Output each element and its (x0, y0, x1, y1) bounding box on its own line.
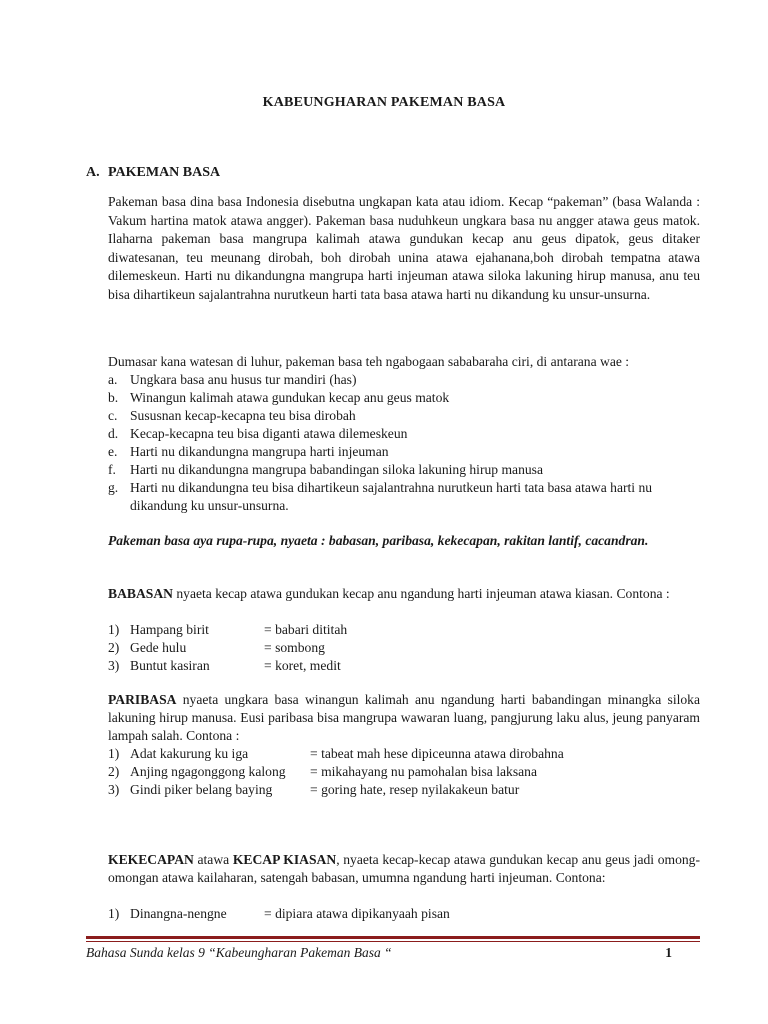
example-item (108, 657, 700, 675)
example-phrase: Anjing ngagonggong kalong (130, 764, 286, 779)
list-text: Sususnan kecap-kecapna teu bisa dirobah (130, 408, 356, 423)
example-number: 1) (108, 622, 120, 637)
example-number: 2) (108, 764, 120, 779)
example-number: 1) (108, 746, 120, 761)
example-item (108, 621, 700, 639)
list-item (108, 461, 700, 479)
example-number: 3) (108, 782, 120, 797)
example-number: 1) (108, 906, 120, 921)
example-phrase: Gede hulu (130, 640, 187, 655)
example-item (108, 745, 700, 763)
example-item (108, 763, 700, 781)
example-phrase: Dinangna-nengne (130, 906, 227, 921)
list-item (108, 425, 700, 443)
paribasa-examples (108, 745, 700, 799)
example-meaning: = koret, medit (264, 658, 341, 673)
list-marker: b. (108, 390, 119, 405)
example-item (108, 781, 700, 799)
example-meaning: = mikahayang nu pamohalan bisa laksana (310, 764, 537, 779)
list-marker: e. (108, 444, 118, 459)
kekecapan-paragraph (108, 851, 700, 887)
section-heading (86, 164, 220, 182)
example-phrase: Hampang birit (130, 622, 209, 637)
list-item (108, 407, 700, 425)
example-meaning: = tabeat mah hese dipiceunna atawa dirobahna (310, 746, 564, 761)
list-marker: g. (108, 480, 119, 495)
list-marker: a. (108, 372, 118, 387)
babasan-desc: nyaeta kecap atawa gundukan kecap anu ngandung harti injeuman atawa kiasan. Contona : (172, 586, 670, 601)
footer-text: Bahasa Sunda kelas 9 “Kabeungharan Pakeman Basa “ (86, 945, 392, 960)
example-meaning: = dipiara atawa dipikanyaah pisan (264, 906, 450, 921)
list-item (108, 443, 700, 461)
list-marker: d. (108, 426, 119, 441)
kecap-kiasan-term: KECAP KIASAN (232, 852, 337, 867)
ciri-list (108, 371, 700, 515)
list-text: Kecap-kecapna teu bisa diganti atawa dilemeskeun (130, 426, 408, 441)
list-item (108, 389, 700, 407)
example-meaning: = sombong (264, 640, 325, 655)
example-number: 3) (108, 658, 120, 673)
page-footer (86, 944, 700, 962)
list-marker: c. (108, 408, 118, 423)
paribasa-paragraph (108, 691, 700, 745)
document-title: KABEUNGHARAN PAKEMAN BASA (262, 95, 506, 110)
list-text: Winangun kalimah atawa gundukan kecap anu geus matok (130, 390, 450, 405)
kekecapan-desc: , nyaeta kecap-kecap atawa gundukan kecap anu geus jadi omong-omongan atawa kailaharan, satengah babasan, umumna ngandung harti injeuman. Contona: (108, 852, 700, 885)
kekecapan-examples (108, 905, 700, 923)
list-item (108, 479, 700, 515)
babasan-paragraph (108, 585, 700, 603)
section-number: A. (86, 165, 100, 180)
list-text: Harti nu dikandungna mangrupa harti injeuman (130, 444, 389, 459)
example-meaning: = babari dititah (264, 622, 348, 637)
list-text: Harti nu dikandungna teu bisa dihartikeun sajalantrahna nurutkeun harti tata basa atawa harti nu dikandung ku unsur-unsurna. (130, 480, 653, 513)
page-number: 1 (665, 945, 672, 960)
footer-rule-thick (86, 936, 700, 939)
rupa-paragraph: Pakeman basa aya rupa-rupa, nyaeta : babasan, paribasa, kekecapan, rakitan lantif, cacandran. (108, 533, 649, 548)
kekecapan-term: KEKECAPAN (108, 852, 194, 867)
list-marker: f. (108, 462, 116, 477)
paribasa-term: PARIBASA (108, 692, 177, 707)
example-phrase: Gindi piker belang baying (130, 782, 273, 797)
kekecapan-connector: atawa (193, 852, 233, 867)
example-item (108, 639, 700, 657)
ciri-intro: Dumasar kana watesan di luhur, pakeman basa teh ngabogaan sababaraha ciri, di antarana wae : (108, 354, 630, 369)
paribasa-desc: nyaeta ungkara basa winangun kalimah anu ngandung harti babandingan minangka siloka lakuning hirup manusa. Eusi paribasa bisa mangrupa wawaran luang, pangjurung laku alus, jeung panyaram lampah salah. Contona : (108, 692, 700, 743)
babasan-examples (108, 621, 700, 675)
example-number: 2) (108, 640, 120, 655)
babasan-term: BABASAN (108, 586, 173, 601)
list-text: Harti nu dikandungna mangrupa babandingan siloka lakuning hirup manusa (130, 462, 544, 477)
list-item (108, 371, 700, 389)
example-item (108, 905, 700, 923)
example-phrase: Buntut kasiran (130, 658, 210, 673)
footer-rule-thin (86, 941, 700, 942)
example-phrase: Adat kakurung ku iga (130, 746, 249, 761)
example-meaning: = goring hate, resep nyilakakeun batur (310, 782, 520, 797)
intro-paragraph: Pakeman basa dina basa Indonesia disebutna ungkapan kata atau idiom. Kecap “pakeman” (basa Walanda : Vakum hartina matok atawa angger). Pakeman basa nuduhkeun ungkara basa nu angger atawa geus matok. Ilaharna pakeman basa mangrupa kalimah atawa gundukan kecap anu geus dipatok, geus ditaker diwatesanan, teu meunang dirobah, boh dirobah unina atawa ejahanana,boh dirobah tempatna atawa dilemeskeun. Harti nu dikandungna mangrupa harti injeuman atawa siloka lakuning hirup manusa, anu teu bisa dihartikeun sajalantrahna nurutkeun harti tata basa atawa harti nu dikandung ku unsur-unsurna. (108, 194, 700, 302)
list-text: Ungkara basa anu husus tur mandiri (has) (130, 372, 357, 387)
section-title: PAKEMAN BASA (108, 165, 221, 180)
